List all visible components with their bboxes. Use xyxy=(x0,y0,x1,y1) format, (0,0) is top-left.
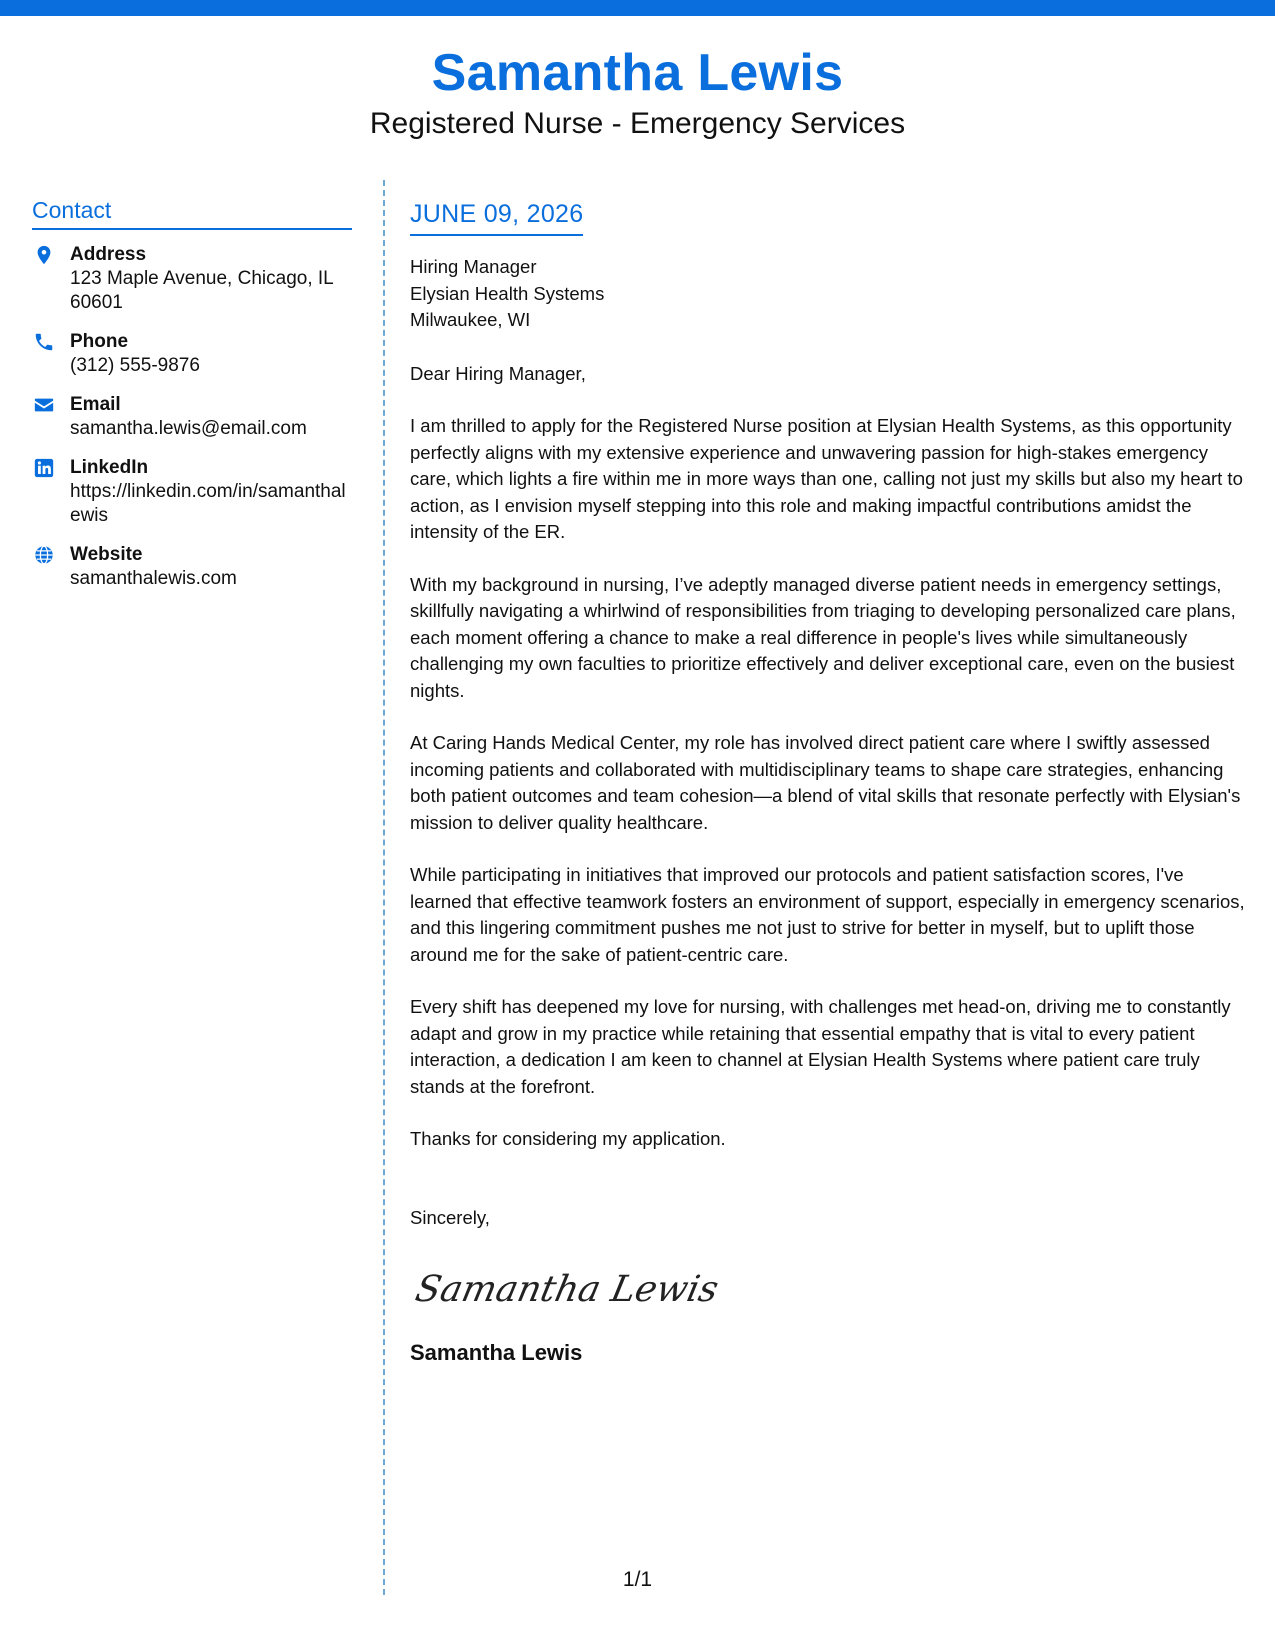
letter-paragraph: I am thrilled to apply for the Registered Nurse position at Elysian Health Systems, as this opportunity perfectly aligns with my extensive experience and unwavering passion for high-stakes emergency care, which lights a fire within me in more ways than one, calling not just my skills but also my heart to action, as I envision myself stepping into this role and making impactful contributions amidst the intensity of the ER. xyxy=(410,415,1243,542)
page-number: 1/1 xyxy=(622,1568,653,1591)
envelope-icon xyxy=(33,394,55,416)
contact-label: Email xyxy=(70,394,121,415)
letter-paragraph: While participating in initiatives that improved our protocols and patient satisfaction scores, I've learned that effective teamwork fosters an environment of support, especially in emergency scenarios, and this lingering commitment pushes me not just to strive for better in myself, but to uplift those around me for the sake of patient-centric care. xyxy=(410,864,1245,965)
contact-value: samantha.lewis@email.com xyxy=(70,418,307,439)
contact-label: Website xyxy=(70,544,143,565)
applicant-name: Samantha Lewis xyxy=(431,44,844,102)
contact-sidebar xyxy=(32,196,352,605)
letter-paragraph: Thanks for considering my application. xyxy=(410,1128,726,1149)
recipient-block xyxy=(410,254,1250,334)
signature-text: Samantha Lewis xyxy=(411,1267,723,1310)
contact-value: 123 Maple Avenue, Chicago, IL 60601 xyxy=(70,268,334,313)
column-divider xyxy=(383,180,385,1595)
contact-email xyxy=(32,392,352,441)
contact-website xyxy=(32,542,352,591)
closing: Sincerely, xyxy=(410,1206,490,1228)
phone-icon xyxy=(33,331,55,353)
top-accent-bar xyxy=(0,0,1275,16)
contact-heading: Contact xyxy=(32,196,352,230)
letter-paragraph: Every shift has deepened my love for nursing, with challenges met head-on, driving me to constantly adapt and grow in my practice while retaining that essential empathy that is vital to every patient interaction, a dedication I am keen to channel at Elysian Health Systems where patient care truly stands at the forefront. xyxy=(410,996,1231,1097)
letter-paragraph: With my background in nursing, I’ve adeptly managed diverse patient needs in emergency settings, skillfully navigating a whirlwind of responsibilities from triaging to developing personalized care plans, each moment offering a chance to make a real difference in people's lives while simultaneously challenging my own faculties to prioritize effectively and deliver exceptional care, even on the busiest nights. xyxy=(410,573,1236,701)
signed-name: Samantha Lewis xyxy=(410,1340,583,1365)
linkedin-link[interactable]: https://linkedin.com/in/samanthalewis xyxy=(70,481,346,526)
letter-paragraph: At Caring Hands Medical Center, my role has involved direct patient care where I swiftly assessed incoming patients and collaborated with multidisciplinary teams to shape care strategies, enhancing both patient outcomes and team cohesion—a blend of vital skills that resonate perfectly with Elysian's mission to deliver quality healthcare. xyxy=(410,732,1241,833)
contact-linkedin xyxy=(32,455,352,528)
letter-body xyxy=(410,198,1250,1367)
page-header xyxy=(0,40,1275,142)
handwritten-signature xyxy=(410,1253,1250,1323)
job-title: Registered Nurse - Emergency Services xyxy=(369,107,906,140)
globe-icon xyxy=(33,544,55,566)
letter-date: JUNE 09, 2026 xyxy=(410,198,583,236)
contact-address xyxy=(32,242,352,315)
recipient-line: Milwaukee, WI xyxy=(410,309,531,330)
contact-phone xyxy=(32,329,352,378)
recipient-line: Elysian Health Systems xyxy=(410,282,605,304)
contact-label: Address xyxy=(70,244,147,265)
contact-value: (312) 555-9876 xyxy=(70,355,200,376)
map-pin-icon xyxy=(33,244,55,266)
contact-list xyxy=(32,242,352,591)
linkedin-icon xyxy=(33,457,55,479)
contact-label: LinkedIn xyxy=(70,457,149,478)
contact-label: Phone xyxy=(70,331,129,352)
recipient-line: Hiring Manager xyxy=(410,256,537,277)
salutation: Dear Hiring Manager, xyxy=(410,362,586,384)
website-link[interactable]: samanthalewis.com xyxy=(70,568,237,589)
